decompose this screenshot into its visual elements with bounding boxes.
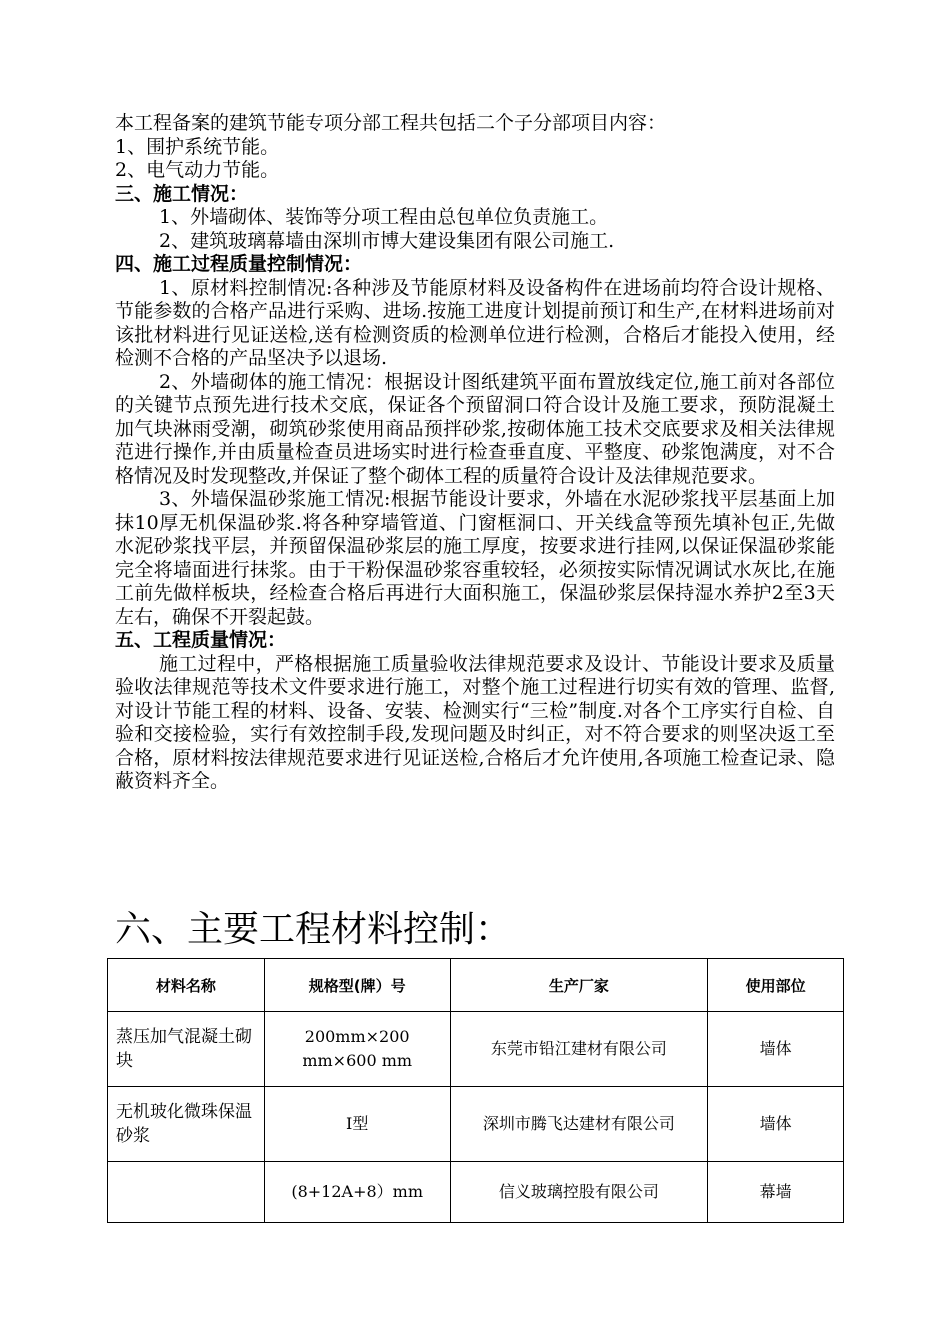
intro-item: 2、电气动力节能。 — [115, 159, 280, 181]
material-name-cell: 蒸压加气混凝土砌块 — [108, 1012, 265, 1087]
usage-cell: 墙体 — [708, 1012, 844, 1087]
section-4-title: 四、施工过程质量控制情况： — [115, 253, 363, 275]
material-name-cell: 无机玻化微珠保温砂浆 — [108, 1087, 265, 1162]
section-5-paragraph: 施工过程中，严格根据施工质量验收法律规范要求及设计、节能设计要求及质量验收法律规范等技术文件要求进行施工，对整个施工过程进行切实有效的管理、监督,对设计节能工程的材料、设备、安装、检测实行“三检”制度.对各个工序实行自检、自验和交接检验，实行有效控制手段,发现问题及时纠正，对不符合要求的则坚决返工至合格，原材料按法律规范要求进行见证送检,合格后才允许使用,各项施工检查记录、隐蔽资料齐全。 — [115, 652, 835, 792]
table-row — [108, 1162, 844, 1223]
column-header: 生产厂家 — [450, 959, 708, 1012]
spec-line: mm×600 mm — [302, 1051, 413, 1070]
material-name-cell — [108, 1162, 265, 1223]
column-header: 使用部位 — [708, 959, 844, 1012]
maker-cell: 深圳市腾飞达建材有限公司 — [450, 1087, 708, 1162]
maker-cell: 信义玻璃控股有限公司 — [450, 1162, 708, 1223]
section-5-title: 五、工程质量情况： — [115, 629, 287, 651]
spec-line: Ⅰ型 — [346, 1114, 369, 1133]
spec-cell — [264, 1162, 450, 1223]
spec-line: (8+12A+8）mm — [291, 1182, 424, 1201]
table-row — [108, 1012, 844, 1087]
table-row — [108, 1087, 844, 1162]
usage-cell: 幕墙 — [708, 1162, 844, 1223]
spec-cell — [264, 1012, 450, 1087]
section-3-item: 1、外墙砌体、装饰等分项工程由总包单位负责施工。 — [159, 206, 609, 228]
maker-cell: 东莞市铅江建材有限公司 — [450, 1012, 708, 1087]
section-6-title: 六、主要工程材料控制： — [115, 909, 512, 950]
intro-item: 1、围护系统节能。 — [115, 135, 280, 158]
usage-cell: 墙体 — [708, 1087, 844, 1162]
table-header-row — [108, 959, 844, 1012]
intro-summary: 本工程备案的建筑节能专项分部工程共包括二个子分部项目内容： — [115, 112, 667, 134]
spec-line: 200mm×200 — [304, 1027, 410, 1046]
section-4-paragraph: 2、外墙砌体的施工情况：根据设计图纸建筑平面布置放线定位,施工前对各部位的关键节点预先进行技术交底，保证各个预留洞口符合设计及施工要求，预防混凝土加气块淋雨受潮，砌筑砂浆使用商品预拌砂浆,按砌体施工技术交底要求及相关法律规范进行操作,并由质量检查员进场实时进行检查垂直度、平整度、砂浆饱满度，对不合格情况及时发现整改,并保证了整个砌体工程的质量符合设计及法律规范要求。 — [115, 370, 835, 487]
section-3-item: 2、建筑玻璃幕墙由深圳市博大建设集团有限公司施工. — [159, 229, 615, 252]
document-body — [115, 112, 835, 794]
section-4-paragraph: 1、原材料控制情况:各种涉及节能原材料及设备构件在进场前均符合设计规格、节能参数的合格产品进行采购、进场.按施工进度计划提前预订和生产,在材料进场前对该批材料进行见证送检,送有检测资质的检测单位进行检测，合格后才能投入使用，经检测不合格的产品坚决予以退场. — [115, 276, 835, 369]
section-3-title: 三、施工情况： — [115, 182, 249, 205]
materials-table — [107, 958, 844, 1223]
section-4-paragraph: 3、外墙保温砂浆施工情况:根据节能设计要求，外墙在水泥砂浆找平层基面上加抹10厚无机保温砂浆.将各种穿墙管道、门窗框洞口、开关线盒等预先填补包正,先做水泥砂浆找平层，并预留保温砂浆层的施工厚度，按要求进行挂网,以保证保温砂浆能完全将墙面进行抹浆。由于干粉保温砂浆容重较轻，必须按实际情况调试水灰比,在施工前先做样板块，经检查合格后再进行大面积施工，保温砂浆层保持湿水养护2至3天左右，确保不开裂起鼓。 — [115, 488, 835, 628]
spec-cell — [264, 1087, 450, 1162]
column-header: 材料名称 — [108, 959, 265, 1012]
column-header: 规格型(牌）号 — [264, 959, 450, 1012]
